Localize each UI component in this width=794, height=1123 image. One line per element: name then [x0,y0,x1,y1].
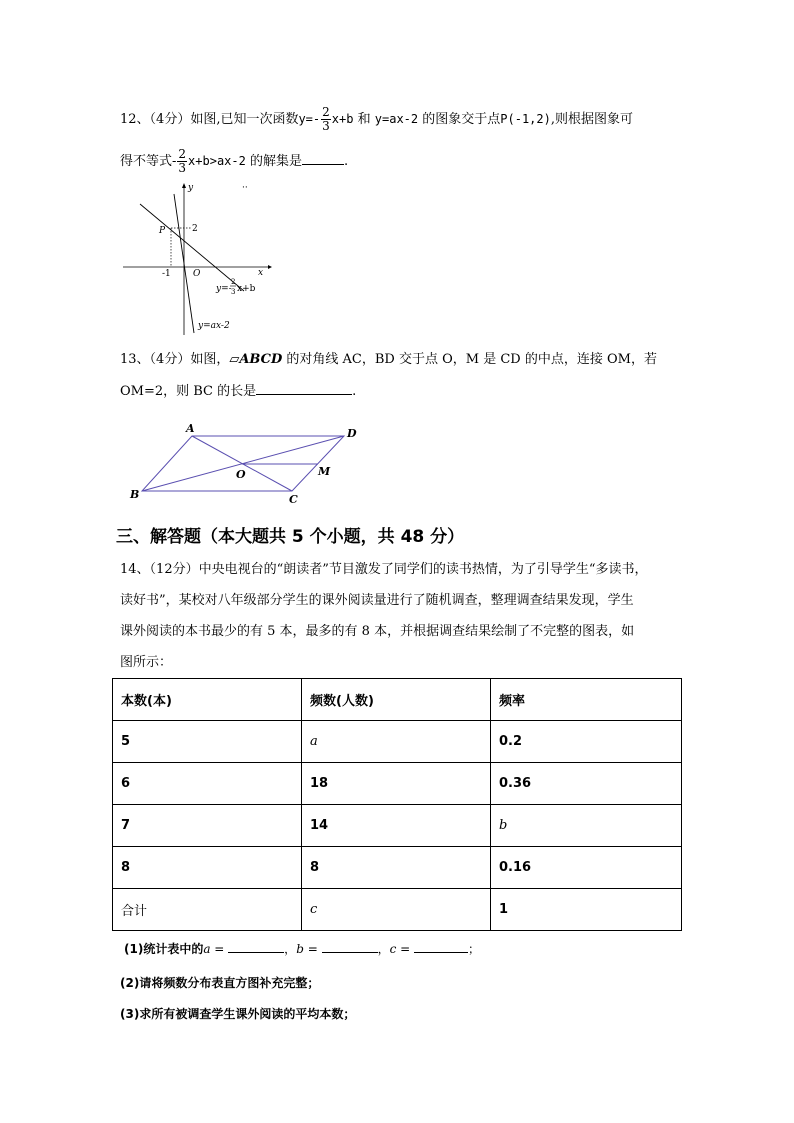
label-y: y [188,183,194,193]
label-line2: y=ax-2 [198,321,230,331]
q14-sub1: (1)统计表中的a = ，b = ，c = ； [124,942,481,956]
q13-answer-blank[interactable] [256,394,352,395]
table-row [113,889,682,931]
label-x: x [258,268,264,278]
table-cell: 1 [491,889,682,931]
q14-line3: 课外阅读的本书最少的有 5 本，最多的有 8 本，并根据调查结果绘制了不完整的图表，如 [120,624,635,639]
table-cell: 8 [113,847,302,889]
table-cell: 0.36 [491,763,682,805]
q14-sub3: (3)求所有被调查学生课外阅读的平均本数； [120,1007,356,1021]
svg-text:2: 2 [231,278,236,286]
parallelogram-symbol: ▱ABCD [229,352,283,367]
q12-inequality: x+b>ax-2 [188,154,246,168]
svg-text:3: 3 [231,288,236,296]
table-row [113,805,682,847]
table-cell: 0.16 [491,847,682,889]
frequency-table [112,678,682,931]
table-row [113,847,682,889]
label-p: P [159,226,166,236]
q13-line2: OM=2，则 BC 的长是 . [120,384,357,399]
table-header-row [113,679,682,721]
label-o: O [236,468,246,481]
table-cell: 14 [302,805,491,847]
label-a: A [186,422,195,435]
q14-line4: 图所示： [120,655,173,670]
label-minus1: -1 [162,269,171,279]
table-cell: c [302,889,491,931]
label-2: 2 [192,224,198,234]
blank-b[interactable] [322,952,378,953]
table-row [113,721,682,763]
q12-mark: ·· [242,183,248,193]
q12-prefix: 12、（4分）如图,已知一次函数 [120,112,299,127]
table-cell: 合计 [113,889,302,931]
q12-fraction: $\frac{2}{3}$ [322,105,330,133]
q12-eq1-lhs: y=- [298,112,321,126]
blank-c[interactable] [414,952,468,953]
table-cell: 7 [113,805,302,847]
label-b: B [130,488,140,501]
label-m: M [318,465,331,478]
table-cell: 6 [113,763,302,805]
table-cell: 0.2 [491,721,682,763]
q14-sub2: (2)请将频数分布表直方图补充完整； [120,976,320,990]
q12-line2: 得不等式- $\frac{2}{3}$ x+b>ax-2 的解集是 . [120,147,349,175]
table-cell: 18 [302,763,491,805]
q12-eq1-rhs: x+b [331,112,354,126]
table-cell: 8 [302,847,491,889]
label-line1-pre: y=- [216,284,232,294]
table-header-cell: 本数(本) [113,679,302,721]
label-line1-post: x+b [237,284,256,294]
q13-figure [122,420,372,510]
q13-line1: 13、（4分）如图，▱ABCD 的对角线 AC，BD 交于点 O，M 是 CD 的中点，连接 OM，若 [120,352,657,367]
table-cell: b [491,805,682,847]
y-axis-arrow [182,183,186,188]
label-origin: O [193,269,201,279]
q12-eq2: y=ax-2 [374,112,419,126]
q12-answer-blank[interactable] [302,164,344,165]
q12-line1: 12、（4分）如图,已知一次函数y=- $\frac{2}{3}$ x+b 和 y=ax-2 的图象交于点P(-1,2),则根据图象可 [120,105,633,133]
q12-fraction-2: $\frac{2}{3}$ [178,147,187,175]
line-y-neg-2-3x-b [140,204,244,291]
q12-graph [118,180,278,340]
label-d: D [347,427,357,440]
section-3-title: 三、解答题（本大题共 5 个小题，共 48 分） [116,527,465,547]
label-c: C [289,493,298,506]
q14-line2: 读好书”，某校对八年级部分学生的课外阅读量进行了随机调查，整理调查结果发现，学生 [120,593,634,608]
table-cell: 5 [113,721,302,763]
q14-line1: 14、（12分）中央电视台的“朗读者”节目激发了同学们的读书热情，为了引导学生“多读书， [120,562,648,577]
table-row [113,763,682,805]
table-header-cell: 频率 [491,679,682,721]
blank-a[interactable] [228,952,284,953]
table-cell: a [302,721,491,763]
q12-point: P(-1,2) [500,112,551,126]
x-axis-arrow [268,265,272,269]
table-header-cell: 频数(人数) [302,679,491,721]
